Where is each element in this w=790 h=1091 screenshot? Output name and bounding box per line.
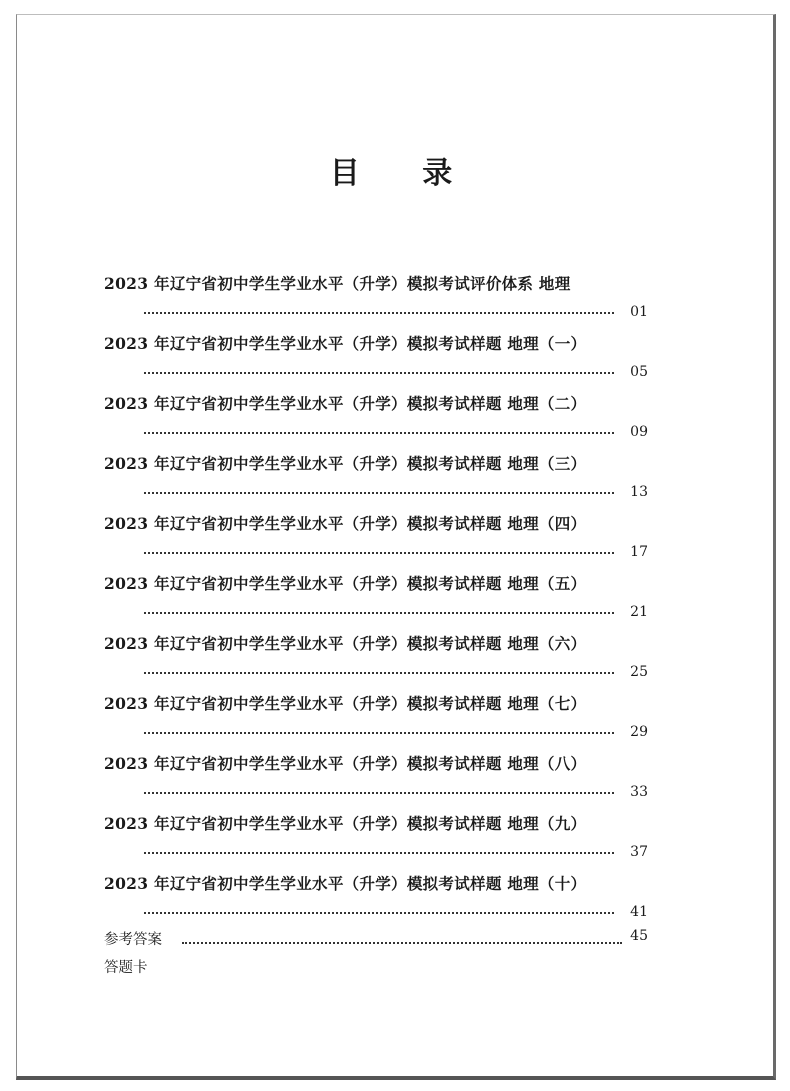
toc-page-number: 13: [630, 484, 648, 500]
toc-entry[interactable]: [104, 688, 648, 748]
toc-entry[interactable]: [104, 808, 648, 868]
dot-leader: [144, 844, 614, 854]
dot-leader: [144, 604, 614, 614]
toc-page-number: 05: [630, 364, 648, 380]
toc-entry-label: 2023 年辽宁省初中学生学业水平（升学）模拟考试样题 地理（七）: [104, 694, 587, 713]
dot-leader: [144, 544, 614, 554]
toc-entry-label: 2023 年辽宁省初中学生学业水平（升学）模拟考试样题 地理（十）: [104, 874, 587, 893]
dot-leader: [144, 304, 614, 314]
toc-page-number: 41: [630, 904, 648, 920]
toc-page-number: 45: [630, 928, 648, 944]
toc-entry-label: 2023 年辽宁省初中学生学业水平（升学）模拟考试样题 地理（一）: [104, 334, 587, 353]
toc-entry[interactable]: [104, 508, 648, 568]
toc-entry[interactable]: [104, 268, 648, 328]
toc-entry-label: 2023 年辽宁省初中学生学业水平（升学）模拟考试评价体系 地理: [104, 274, 571, 293]
toc-entry[interactable]: [104, 628, 648, 688]
toc-entry-label: 2023 年辽宁省初中学生学业水平（升学）模拟考试样题 地理（九）: [104, 814, 587, 833]
toc-entry-label: 2023 年辽宁省初中学生学业水平（升学）模拟考试样题 地理（六）: [104, 634, 587, 653]
toc-entry-label: 2023 年辽宁省初中学生学业水平（升学）模拟考试样题 地理（四）: [104, 514, 587, 533]
dot-leader: [144, 364, 614, 374]
toc-entry[interactable]: [104, 448, 648, 508]
page-title: 目 录: [329, 156, 479, 191]
toc-page-number: 17: [630, 544, 648, 560]
toc-entry[interactable]: [104, 388, 648, 448]
toc-entry-label: 2023 年辽宁省初中学生学业水平（升学）模拟考试样题 地理（二）: [104, 394, 587, 413]
toc-page-number: 29: [630, 724, 648, 740]
toc-entry-label: 2023 年辽宁省初中学生学业水平（升学）模拟考试样题 地理（五）: [104, 574, 587, 593]
toc-page-number: 09: [630, 424, 648, 440]
dot-leader: [144, 664, 614, 674]
toc-entry-label: 2023 年辽宁省初中学生学业水平（升学）模拟考试样题 地理（八）: [104, 754, 587, 773]
toc-entry-label: 答题卡: [104, 960, 148, 976]
toc-entry[interactable]: [104, 568, 648, 628]
toc-page-number: 21: [630, 604, 648, 620]
dot-leader: [144, 484, 614, 494]
toc-page-number: 25: [630, 664, 648, 680]
table-of-contents: [104, 268, 648, 984]
dot-leader: [182, 934, 622, 944]
toc-entry-answers[interactable]: [104, 928, 648, 956]
toc-entry-label: 2023 年辽宁省初中学生学业水平（升学）模拟考试样题 地理（三）: [104, 454, 587, 473]
dot-leader: [144, 784, 614, 794]
dot-leader: [144, 904, 614, 914]
toc-entry-answer-card[interactable]: [104, 956, 648, 984]
toc-entry-label: 参考答案: [104, 932, 162, 948]
toc-entry[interactable]: [104, 328, 648, 388]
toc-entry[interactable]: [104, 748, 648, 808]
toc-entry[interactable]: [104, 868, 648, 928]
toc-page-number: 01: [630, 304, 648, 320]
toc-page-number: 37: [630, 844, 648, 860]
dot-leader: [144, 724, 614, 734]
toc-page-number: 33: [630, 784, 648, 800]
dot-leader: [144, 424, 614, 434]
